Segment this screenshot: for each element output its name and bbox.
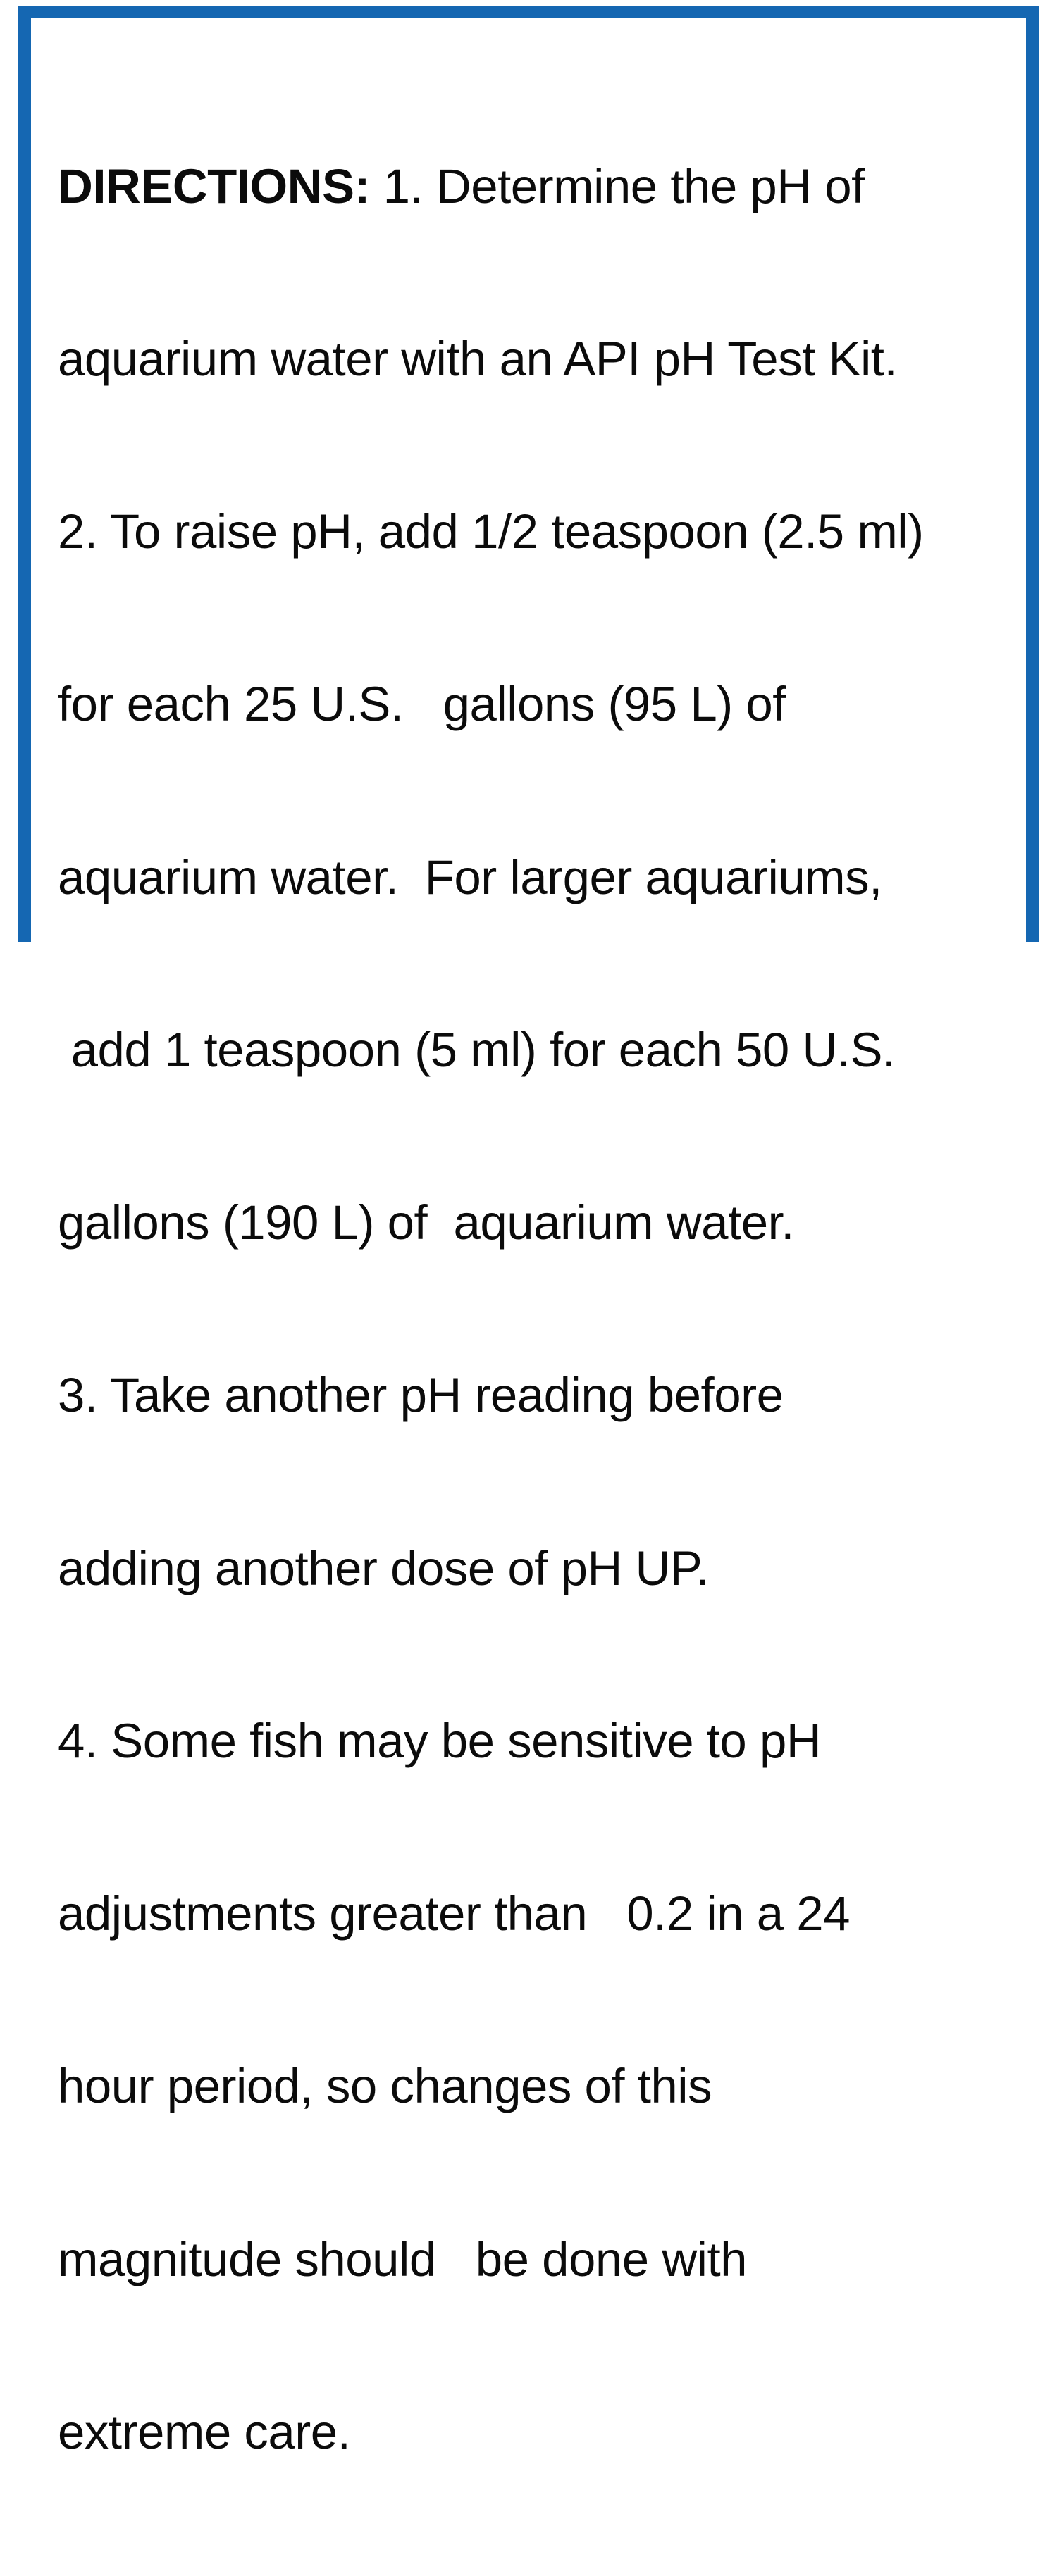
directions-line-1-text: 1. Determine the pH of	[370, 158, 865, 213]
directions-content	[31, 18, 1026, 2459]
directions-line-2: aquarium water with an API pH Test Kit.	[58, 331, 898, 386]
directions-line-10: 4. Some fish may be sensitive to pH	[58, 1713, 822, 1768]
directions-heading: DIRECTIONS:	[58, 158, 370, 213]
directions-line-8: 3. Take another pH reading before	[58, 1368, 784, 1423]
directions-line-12: hour period, so changes of this	[58, 2059, 712, 2114]
directions-line-5: aquarium water. For larger aquariums,	[58, 850, 882, 904]
directions-line-3: 2. To raise pH, add 1/2 teaspoon (2.5 ml)	[58, 504, 924, 559]
directions-line-4: for each 25 U.S. gallons (95 L) of	[58, 677, 786, 732]
directions-line-7: gallons (190 L) of aquarium water.	[58, 1195, 794, 1250]
directions-label-panel	[18, 6, 1039, 2459]
directions-line-1	[58, 158, 1002, 216]
directions-line-9: adding another dose of pH UP.	[58, 1541, 710, 1595]
directions-line-13: magnitude should be done with	[58, 2232, 748, 2286]
directions-line-11: adjustments greater than 0.2 in a 24	[58, 1886, 851, 1941]
directions-line-6: add 1 teaspoon (5 ml) for each 50 U.S.	[58, 1022, 896, 1077]
directions-text-block	[58, 42, 1002, 2576]
directions-line-14: extreme care.	[58, 2404, 351, 2459]
